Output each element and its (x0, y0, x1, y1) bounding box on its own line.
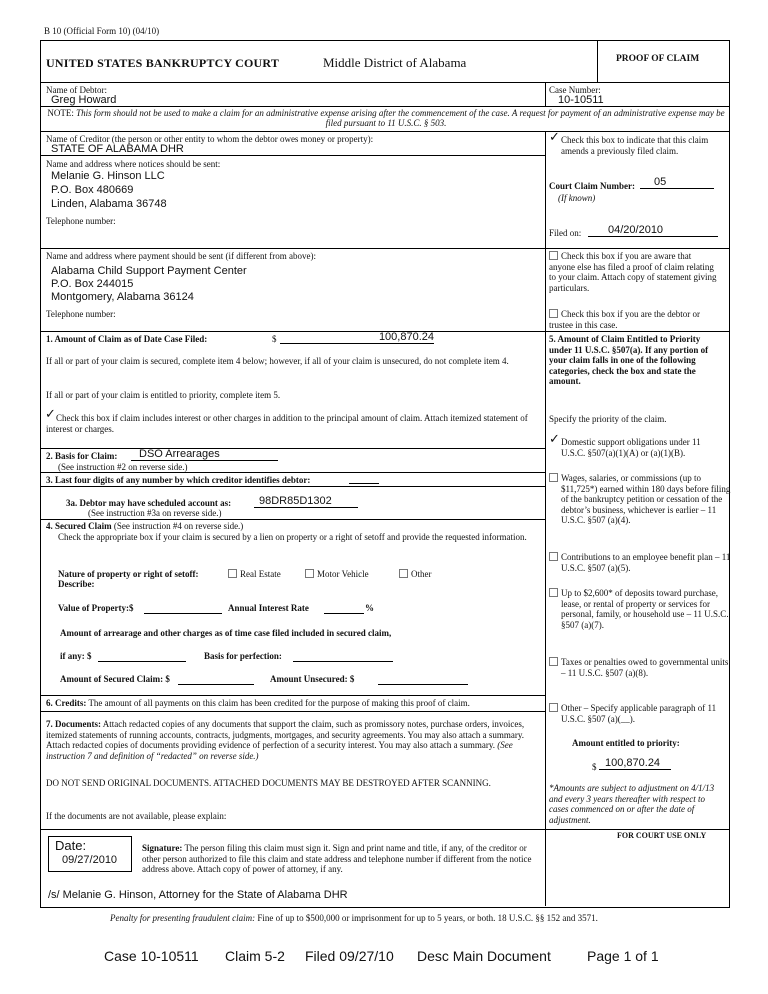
notice-line-1: Melanie G. Hinson LLC (51, 170, 165, 182)
domestic-support-check[interactable]: ✓ (549, 432, 560, 447)
court-title: UNITED STATES BANKRUPTCY COURT (46, 56, 280, 70)
scheduled-account[interactable]: 98DR85D1302 (254, 495, 358, 508)
notice-line-3: Linden, Alabama 36748 (51, 198, 167, 210)
unsecured-amount-field[interactable] (378, 683, 468, 685)
opt-real-estate[interactable]: Real Estate (228, 569, 281, 579)
payment-line-1: Alabama Child Support Payment Center (51, 265, 247, 277)
payment-label: Name and address where payment should be sent (if different from above): (46, 251, 316, 261)
payment-line-2: P.O. Box 244015 (51, 278, 134, 290)
debtor-label: Name of Debtor: (46, 85, 107, 95)
penalty: Penalty for presenting fraudulent claim: Fine of up to $500,000 or imprisonment for up to 5 years, or both. 18 U.S.C. §§ 152 and 3571. (110, 913, 598, 923)
footer-desc: Desc Main Document (417, 948, 551, 964)
item1-amount[interactable]: 100,870.24 (280, 331, 434, 344)
footer-page: Page 1 of 1 (587, 948, 659, 964)
item1-priority-text: If all or part of your claim is entitled to priority, complete item 5. (46, 390, 281, 400)
item3a-note: (See instruction #3a on reverse side.) (88, 508, 222, 518)
entitled-amount[interactable]: 100,870.24 (599, 757, 671, 770)
filed-on-label: Filed on: (549, 228, 582, 238)
real-estate-checkbox[interactable] (228, 569, 237, 578)
if-any-field[interactable] (98, 660, 186, 662)
case-number-label: Case Number: (549, 85, 601, 95)
opt-motor-vehicle[interactable]: Motor Vehicle (305, 569, 369, 579)
basis-perfection-label: Basis for perfection: (204, 651, 282, 661)
form-title: PROOF OF CLAIM (616, 54, 700, 64)
arrearage-label: Amount of arrearage and other charges as of time case filed included in secured claim, (60, 628, 392, 638)
footer-filed: Filed 09/27/10 (305, 948, 394, 964)
priority-option-4[interactable]: Up to $2,600* of deposits toward purchase, lease, or rental of property or services for personal, family, or household use – 11 U.S.C. §507 (a)(7). (549, 588, 733, 630)
secured-amount-field[interactable] (178, 683, 254, 685)
footer-case: Case 10-10511 (104, 948, 199, 964)
item3a-title: 3a. Debtor may have scheduled account as: (66, 498, 232, 508)
unsecured-amount-label: Amount Unsecured: $ (270, 674, 355, 684)
value-property-field[interactable] (144, 612, 222, 614)
secured-amount-label: Amount of Secured Claim: $ (60, 674, 170, 684)
amends-text: Check this box to indicate that this claim amends a previously filed claim. (561, 135, 709, 156)
basis-for-claim[interactable]: DSO Arrearages (131, 448, 278, 461)
interest-check[interactable]: ✓ (45, 407, 56, 422)
item4-text: Check the appropriate box if your claim is secured by a lien on property or a right of setoff and provide the requested information. (58, 532, 527, 542)
footer-claim: Claim 5-2 (225, 948, 285, 964)
item2-note: (See instruction #2 on reverse side.) (58, 462, 188, 472)
nature-label: Nature of property or right of setoff: (58, 569, 199, 579)
date-value: 09/27/2010 (62, 854, 118, 866)
other-priority-checkbox[interactable] (549, 703, 558, 712)
payment-line-3: Montgomery, Alabama 36124 (51, 291, 194, 303)
item7-unavailable: If the documents are not available, please explain: (46, 811, 227, 821)
other-checkbox[interactable] (399, 569, 408, 578)
interest-rate-label: Annual Interest Rate (228, 603, 309, 613)
priority-option-6[interactable]: Other – Specify applicable paragraph of 11 U.S.C. §507 (a)(__). (549, 703, 733, 724)
opt-other[interactable]: Other (399, 569, 432, 579)
item5-specify: Specify the priority of the claim. (549, 414, 667, 424)
case-number: 10-10511 (558, 94, 604, 106)
creditor-label: Name of Creditor (the person or other entity to whom the debtor owes money or property): (46, 134, 374, 144)
basis-perfection-field[interactable] (293, 660, 393, 662)
adjust-note: *Amounts are subject to adjustment on 4/1/13 and every 3 years thereafter with respect to cases commenced on or after the date of adjustment. (549, 783, 715, 825)
entitled-dollar: $ (592, 762, 597, 772)
taxes-checkbox[interactable] (549, 657, 558, 666)
entitled-label: Amount entitled to priority: (572, 738, 680, 748)
benefit-plan-checkbox[interactable] (549, 552, 558, 561)
aware-option[interactable]: Check this box if you are aware that anyone else has filed a proof of claim relating to your claim. Attach copy of statement giving particulars. (549, 251, 717, 293)
interest-text: Check this box if claim includes interest or other charges in addition to the principal amount of claim. Attach itemized statement of interest or charges. (46, 413, 528, 434)
creditor-name: STATE OF ALABAMA DHR (51, 143, 184, 155)
debtor-trustee-checkbox[interactable] (549, 309, 558, 318)
district: Middle District of Alabama (323, 55, 467, 70)
date-label: Date: (55, 838, 87, 853)
amends-check[interactable]: ✓ (549, 130, 560, 145)
item3-title: 3. Last four digits of any number by which creditor identifies debtor: (46, 475, 311, 485)
wages-checkbox[interactable] (549, 473, 558, 482)
deposits-checkbox[interactable] (549, 588, 558, 597)
signer: /s/ Melanie G. Hinson, Attorney for the State of Alabama DHR (48, 889, 348, 901)
signature-text: Signature: The person filing this claim must sign it. Sign and print name and title, if any, of the creditor or other person authorized to file this claim and state address and telephone number if different from the notice address above. Attach copy of power of attorney, if any. (142, 843, 532, 874)
debtor-trustee-option[interactable]: Check this box if you are the debtor or trustee in this case. (549, 309, 700, 330)
item1-secured-text: If all or part of your claim is secured, complete item 4 below; however, if all of your claim is unsecured, do not complete item 4. (46, 356, 509, 366)
last-four-digits[interactable] (349, 482, 379, 484)
filed-on-date[interactable]: 04/20/2010 (588, 224, 718, 237)
if-any-label: if any: $ (60, 651, 92, 661)
court-use: FOR COURT USE ONLY (617, 831, 707, 840)
notice-telephone-label: Telephone number: (46, 216, 116, 226)
motor-vehicle-checkbox[interactable] (305, 569, 314, 578)
item4-heading: 4. Secured Claim (See instruction #4 on reverse side.) (46, 521, 244, 531)
court-claim-number[interactable]: 05 (640, 176, 714, 189)
notice-label: Name and address where notices should be sent: (46, 159, 221, 169)
item7-warning: DO NOT SEND ORIGINAL DOCUMENTS. ATTACHED DOCUMENTS MAY BE DESTROYED AFTER SCANNING. (46, 778, 491, 788)
describe-label: Describe: (58, 579, 95, 589)
value-property-label: Value of Property:$ (58, 603, 134, 613)
payment-telephone-label: Telephone number: (46, 309, 116, 319)
priority-option-3[interactable]: Contributions to an employee benefit plan – 11 U.S.C. §507 (a)(5). (549, 552, 733, 573)
interest-rate-field[interactable] (324, 612, 364, 614)
item7: 7. Documents: Attach redacted copies of any documents that support the claim, such as promissory notes, purchase orders, invoices, itemized statements of running accounts, contracts, judgments, mortgages, and security agreements. You may also attach a summary. Attach redacted copies of documents providing evidence of perfection of a security interest. You may also attach a summary. (See instruction 7 and definition of “redacted” on reverse side.) (46, 719, 525, 761)
priority-option-2[interactable]: Wages, salaries, or commissions (up to $11,725*) earned within 180 days before filing of the bankruptcy petition or cessation of the debtor’s business, whichever is earlier – 11 U.S.C. §507 (a)(4). (549, 473, 733, 526)
item1-title: 1. Amount of Claim as of Date Case Filed: (46, 334, 208, 344)
form-id: B 10 (Official Form 10) (04/10) (44, 26, 160, 36)
item2-title: 2. Basis for Claim: (46, 451, 118, 461)
note: NOTE: This form should not be used to make a claim for an administrative expense arising after the commencement of the case. A request for payment of an administrative expense may be filed pursuant to 11 U.S.C. § 503. (47, 108, 725, 128)
percent: % (365, 603, 374, 613)
priority-option-1: Domestic support obligations under 11 U.S.C. §507(a)(1)(A) or (a)(1)(B). (561, 437, 701, 458)
aware-checkbox[interactable] (549, 251, 558, 260)
item1-dollar: $ (272, 334, 277, 344)
notice-line-2: P.O. Box 480669 (51, 184, 134, 196)
court-claim-label: Court Claim Number: (549, 181, 635, 191)
debtor-name: Greg Howard (51, 94, 117, 106)
priority-option-5[interactable]: Taxes or penalties owed to governmental units – 11 U.S.C. §507 (a)(8). (549, 657, 733, 678)
if-known: (If known) (558, 193, 596, 203)
item6: 6. Credits: The amount of all payments on this claim has been credited for the purpose of making this proof of claim. (46, 698, 470, 708)
item5-title: 5. Amount of Claim Entitled to Priority under 11 U.S.C. §507(a). If any portion of your claim falls in one of the following categories, check the box and state the amount. (549, 334, 709, 386)
